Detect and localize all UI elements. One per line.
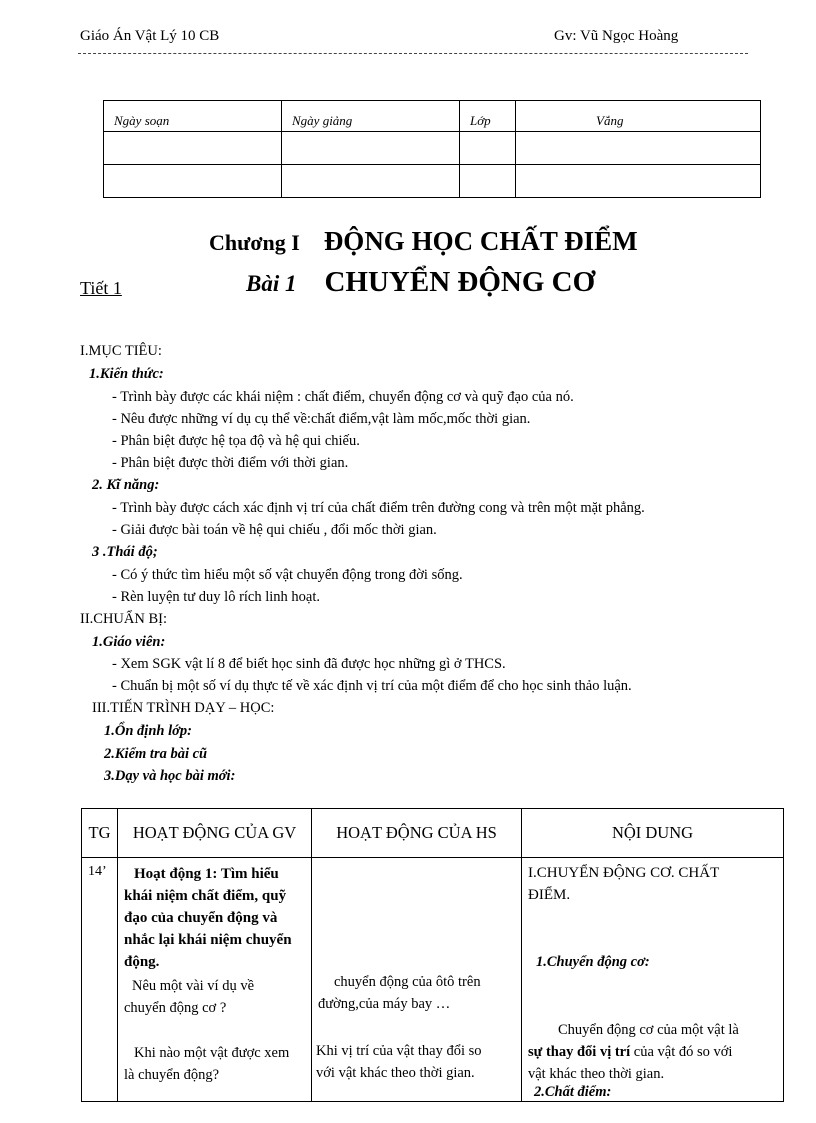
content-heading [528,862,719,906]
info-header-cell: Vắng [516,101,761,132]
knowledge-item: - Trình bày được các khái niệm : chất điểm, chuyển động cơ và quỹ đạo của nó. [112,389,574,405]
objectives-heading: I.MỤC TIÊU: [80,343,162,359]
header-right: Gv: Vũ Ngọc Hoàng [554,28,679,44]
process-step: 2.Kiểm tra bài cũ [104,746,208,762]
knowledge-heading: 1.Kiến thức: [89,366,164,382]
student-activity-cell [312,858,522,1102]
lesson-period: Tiết 1 [80,278,122,298]
content-subheading: 1.Chuyển động cơ: [536,954,650,970]
attitude-item: - Rèn luyện tư duy lô rích linh hoạt. [112,589,321,605]
definition-text: của vật đó so với [630,1044,733,1060]
knowledge-item: - Phân biệt được hệ tọa độ và hệ qui chiếu. [112,433,360,449]
attitude-item: - Có ý thức tìm hiểu một số vật chuyển động trong đời sống. [112,567,463,583]
activity-title-line: đạo của chuyển động và [124,910,278,926]
teacher-item: - Xem SGK vật lí 8 để biết học sinh đã được học những gì ở THCS. [112,656,506,672]
info-table-row [104,165,761,198]
process-heading: III.TIẾN TRÌNH DẠY – HỌC: [92,700,275,716]
teacher-activity-cell [118,858,312,1102]
info-cell [460,165,516,198]
activity-title-line: Hoạt động 1: Tìm hiểu [134,866,279,882]
lesson-activity-table [81,808,784,1102]
lesson-label: Bài 1 [246,271,297,296]
teacher-question-line: chuyển động cơ ? [124,1000,227,1016]
content-heading-line: I.CHUYỂN ĐỘNG CƠ. CHẤT [528,865,720,881]
col-header-content: NỘI DUNG [522,809,784,858]
definition-line: vật khác theo thời gian. [528,1066,665,1082]
content-heading-line: ĐIỂM. [528,887,571,903]
chapter-title: ĐỘNG HỌC CHẤT ĐIỂM [323,226,638,256]
info-cell [104,165,282,198]
knowledge-item: - Phân biệt được thời điểm với thời gian. [112,455,349,471]
content-definition [528,1019,739,1085]
student-answer [316,1040,482,1084]
lesson-title: CHUYỂN ĐỘNG CƠ [324,266,596,298]
activity-table-row [82,858,784,1102]
activity-title-line: động. [124,954,160,970]
activity-title [124,863,292,973]
info-cell [516,132,761,165]
info-header-cell: Ngày giảng [282,101,460,132]
header-left: Giáo Án Vật Lý 10 CB [80,28,220,44]
info-header-cell: Ngày soạn [104,101,282,132]
teacher-heading: 1.Giáo viên: [92,634,166,650]
teacher-question-line: Nêu một vài ví dụ về [132,978,255,994]
time-cell [82,858,118,1102]
skills-heading: 2. Kĩ năng: [92,477,160,493]
lesson-info-table [103,100,761,198]
knowledge-item: - Nêu được những ví dụ cụ thể về:chất điểm,vật làm mốc,mốc thời gian. [112,411,531,427]
teacher-question [124,975,254,1019]
info-cell [282,132,460,165]
definition-line: Chuyển động cơ của một vật là [558,1022,739,1038]
teacher-question-line: là chuyển động? [124,1067,220,1083]
skills-item: - Trình bày được cách xác định vị trí của chất điểm trên đường cong và trên một mặt phẳng. [112,500,645,516]
process-step: 1.Ổn định lớp: [104,723,192,739]
info-table-row [104,132,761,165]
activity-title-line: khái niệm chất điểm, quỹ [124,888,287,904]
chapter-label: Chương I [209,230,300,255]
process-step: 3.Dạy và học bài mới: [104,768,236,784]
activity-table-header-row [82,809,784,858]
teacher-question [124,1042,289,1086]
content-cell [522,858,784,1102]
student-answer [318,971,481,1015]
lesson-heading [246,266,595,299]
definition-line [528,1041,739,1063]
chapter-heading [209,226,638,257]
activity-title-line: nhắc lại khái niệm chuyển [124,932,292,948]
student-answer-line: Khi vị trí của vật thay đổi so [316,1043,482,1059]
info-cell [460,132,516,165]
info-table-header-row [104,101,761,132]
info-header-cell: Lớp [460,101,516,132]
col-header-teacher: HOẠT ĐỘNG CỦA GV [118,809,312,858]
col-header-student: HOẠT ĐỘNG CỦA HS [312,809,522,858]
info-cell [104,132,282,165]
header-divider [78,53,748,54]
content-subheading: 2.Chất điểm: [534,1084,612,1100]
attitude-heading: 3 .Thái độ; [92,544,158,560]
student-answer-line: chuyển động của ôtô trên [334,974,481,990]
student-answer-line: đường,của máy bay … [318,996,451,1012]
info-cell [282,165,460,198]
skills-item: - Giải được bài toán về hệ qui chiếu , đổi mốc thời gian. [112,522,437,538]
definition-highlight: sự thay đổi vị trí [528,1044,631,1060]
time-value: 14’ [88,864,107,879]
teacher-item: - Chuẩn bị một số ví dụ thực tế về xác định vị trí của một điểm để cho học sinh thảo luận. [112,678,632,694]
student-answer-line: với vật khác theo thời gian. [316,1065,475,1081]
col-header-time: TG [82,809,118,858]
preparation-heading: II.CHUẨN BỊ: [80,611,167,627]
info-cell [516,165,761,198]
teacher-question-line: Khi nào một vật được xem [134,1045,290,1061]
